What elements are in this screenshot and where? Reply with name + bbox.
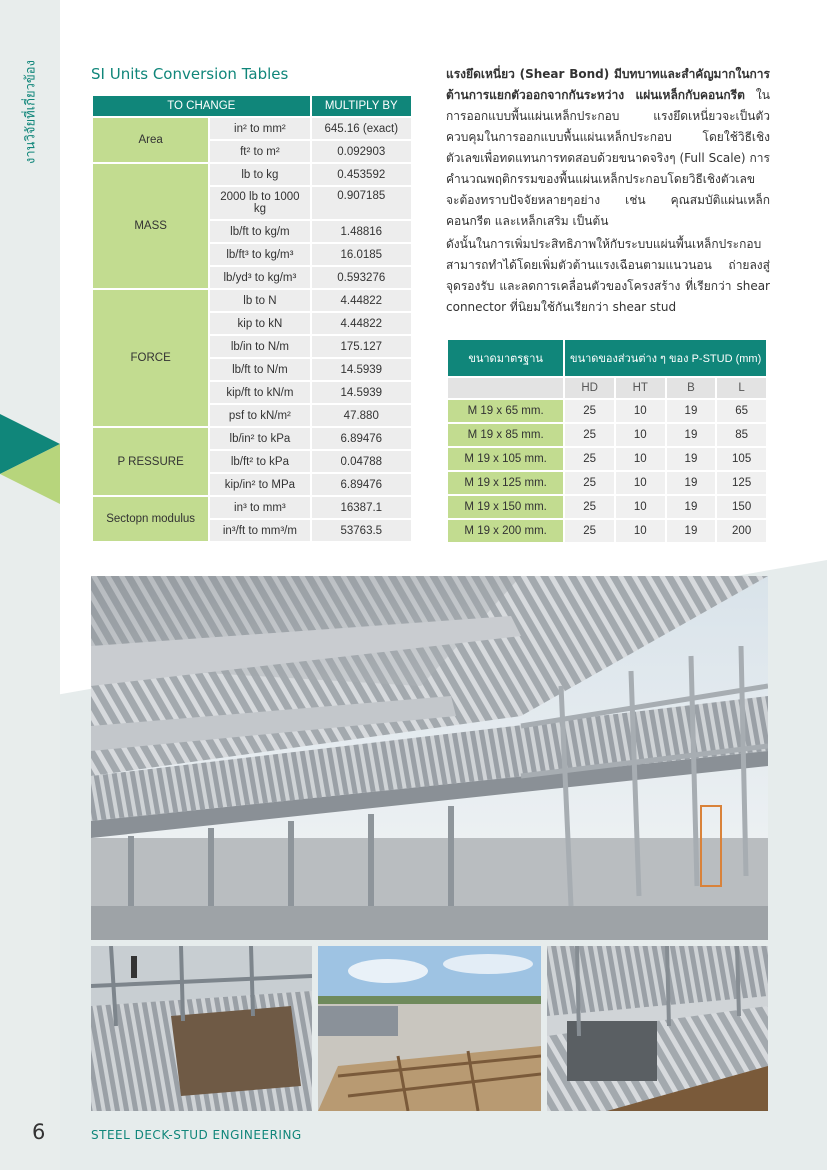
ht-cell: 10 (615, 519, 666, 543)
ht-cell: 10 (615, 495, 666, 519)
p-stud-size-table (446, 338, 768, 544)
shear-bond-bold-text: แรงยึดเหนี่ยว (Shear Bond) มีบทบาทและสำคัญมากในการต้านการแยกตัวออกจากกันระหว่าง แผ่นเหล็กกับคอนกรีต (446, 67, 770, 102)
unit-cell: psf to kN/m² (209, 404, 310, 427)
value-cell: 1.48816 (311, 220, 412, 243)
size-cell: M 19 x 85 mm. (447, 423, 564, 447)
unit-cell: lb/ft to kg/m (209, 220, 310, 243)
size-cell: M 19 x 105 mm. (447, 447, 564, 471)
unit-cell: kip/in² to MPa (209, 473, 310, 496)
value-cell: 4.44822 (311, 289, 412, 312)
l-cell: 150 (716, 495, 767, 519)
unit-cell: lb/in to N/m (209, 335, 310, 358)
subheader-ht: HT (615, 377, 666, 399)
table-row (447, 423, 767, 447)
hd-cell: 25 (564, 423, 615, 447)
unit-cell: ft² to m² (209, 140, 310, 163)
category-mass: MASS (92, 163, 209, 289)
category-force: FORCE (92, 289, 209, 427)
l-cell: 65 (716, 399, 767, 423)
size-cell: M 19 x 200 mm. (447, 519, 564, 543)
table-row (447, 519, 767, 543)
unit-cell: lb/ft to N/m (209, 358, 310, 381)
b-cell: 19 (666, 471, 717, 495)
unit-cell: lb to kg (209, 163, 310, 186)
header-multiply-by: MULTIPLY BY (311, 95, 412, 117)
value-cell: 47.880 (311, 404, 412, 427)
unit-cell: in² to mm² (209, 117, 310, 140)
value-cell: 0.092903 (311, 140, 412, 163)
size-cell: M 19 x 150 mm. (447, 495, 564, 519)
ht-cell: 10 (615, 471, 666, 495)
l-cell: 125 (716, 471, 767, 495)
value-cell: 6.89476 (311, 473, 412, 496)
ht-cell: 10 (615, 447, 666, 471)
value-cell: 0.907185 (311, 186, 412, 220)
ht-cell: 10 (615, 399, 666, 423)
b-cell: 19 (666, 519, 717, 543)
l-cell: 85 (716, 423, 767, 447)
l-cell: 200 (716, 519, 767, 543)
category-section-modulus: Sectopn modulus (92, 496, 209, 542)
value-cell: 645.16 (exact) (311, 117, 412, 140)
category-pressure: P RESSURE (92, 427, 209, 496)
subheader-l: L (716, 377, 767, 399)
concrete-foundation-photo (318, 946, 541, 1111)
ht-cell: 10 (615, 423, 666, 447)
hd-cell: 25 (564, 519, 615, 543)
b-cell: 19 (666, 423, 717, 447)
category-area: Area (92, 117, 209, 163)
value-cell: 0.593276 (311, 266, 412, 289)
value-cell: 53763.5 (311, 519, 412, 542)
table-row (447, 471, 767, 495)
b-cell: 19 (666, 447, 717, 471)
size-cell: M 19 x 65 mm. (447, 399, 564, 423)
subheader-hd: HD (564, 377, 615, 399)
value-cell: 4.44822 (311, 312, 412, 335)
footer-brand: STEEL DECK-STUD ENGINEERING (91, 1128, 302, 1142)
table-row (447, 495, 767, 519)
value-cell: 0.04788 (311, 450, 412, 473)
table-row (447, 447, 767, 471)
hd-cell: 25 (564, 471, 615, 495)
b-cell: 19 (666, 495, 717, 519)
subheader-b: B (666, 377, 717, 399)
table-row (447, 399, 767, 423)
shear-bond-body-text: ในการออกแบบพื้นแผ่นเหล็กประกอบ แรงยึดเหนี่ยวจะเป็นตัวควบคุมในการออกแบบพื้นแผ่นเหล็กประกอบ โดยใช้วิธีเชิงตัวเลขเพื่อทดแทนการทดสอบด้วยขนาดจริงๆ (Full Scale) การคำนวณพฤติกรรมของพื้นแผ่นเหล็กประกอบโดยวิธีเชิงตัวเลข จะต้องทราบปัจจัยหลายๆอย่าง เช่น คุณสมบัติแผ่นเหล็ก คอนกรีต และเหล็กเสริม เป็นต้น (446, 88, 770, 228)
unit-cell: lb/ft² to kPa (209, 450, 310, 473)
l-cell: 105 (716, 447, 767, 471)
value-cell: 16387.1 (311, 496, 412, 519)
hd-cell: 25 (564, 399, 615, 423)
value-cell: 175.127 (311, 335, 412, 358)
page-number: 6 (32, 1120, 46, 1144)
deck-installation-photo (91, 946, 312, 1111)
value-cell: 14.5939 (311, 381, 412, 404)
unit-cell: 2000 lb to 1000 kg (209, 186, 310, 220)
unit-cell: lb/ft³ to kg/m³ (209, 243, 310, 266)
value-cell: 14.5939 (311, 358, 412, 381)
green-triangle-decoration (0, 444, 60, 504)
unit-cell: in³/ft to mm³/m (209, 519, 310, 542)
b-cell: 19 (666, 399, 717, 423)
unit-cell: kip to kN (209, 312, 310, 335)
size-cell: M 19 x 125 mm. (447, 471, 564, 495)
si-table-title: SI Units Conversion Tables (91, 65, 289, 83)
header-standard-size: ขนาดมาตรฐาน (447, 339, 564, 377)
steel-frame-photo (547, 946, 768, 1111)
sidebar-label: งานวิจัยที่เกี่ยวข้อง (23, 60, 39, 164)
unit-cell: lb to N (209, 289, 310, 312)
unit-cell: kip/ft to kN/m (209, 381, 310, 404)
shear-bond-paragraph (446, 64, 770, 232)
shear-connector-paragraph: ดังนั้นในการเพิ่มประสิทธิภาพให้กับระบบแผ่นพื้นเหล็กประกอบ สามารถทำได้โดยเพิ่มตัวต้านแรงเฉือนตามแนวนอน ถ่ายลงสู่จุดรองรับ และลดการเคลื่อนตัวของโครงสร้าง ที่เรียกว่า shear connector ที่นิยมใช้กันเรียกว่า shear stud (446, 237, 770, 314)
header-part-sizes: ขนาดของส่วนต่าง ๆ ของ P-STUD (mm) (564, 339, 767, 377)
hd-cell: 25 (564, 447, 615, 471)
steel-deck-construction-photo (91, 576, 768, 940)
value-cell: 0.453592 (311, 163, 412, 186)
unit-cell: in³ to mm³ (209, 496, 310, 519)
unit-cell: lb/in² to kPa (209, 427, 310, 450)
header-to-change: TO CHANGE (92, 95, 311, 117)
blank-cell (447, 377, 564, 399)
hd-cell: 25 (564, 495, 615, 519)
value-cell: 6.89476 (311, 427, 412, 450)
unit-cell: lb/yd³ to kg/m³ (209, 266, 310, 289)
si-conversion-table (91, 94, 413, 543)
sidebar (0, 0, 60, 1170)
value-cell: 16.0185 (311, 243, 412, 266)
